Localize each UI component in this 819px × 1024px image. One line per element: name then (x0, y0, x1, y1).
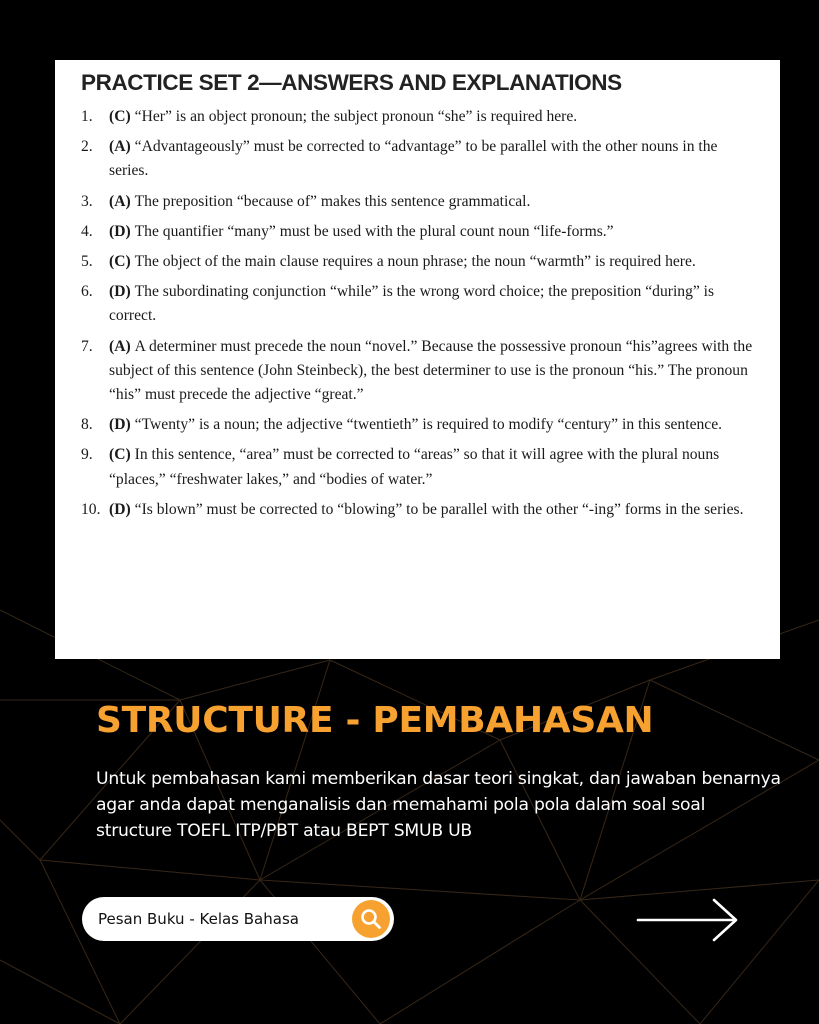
arrow-right-icon[interactable] (636, 898, 740, 942)
answer-card (55, 60, 780, 659)
answer-explanation: “Advantageously” must be corrected to “advantage” to be parallel with the other nouns in the series. (109, 138, 718, 180)
answer-letter: (A) (109, 192, 131, 210)
answer-item (81, 498, 758, 522)
answer-item (81, 105, 758, 129)
answer-number: 10. (81, 500, 101, 518)
answer-number: 4. (81, 222, 93, 240)
answer-number: 6. (81, 283, 93, 301)
answer-letter: (A) (109, 138, 131, 156)
answer-letter: (C) (109, 446, 131, 464)
answer-letter: (C) (109, 253, 131, 271)
answer-item (81, 443, 758, 491)
answer-number: 8. (81, 416, 93, 434)
answer-letter: (D) (109, 283, 131, 301)
search-icon[interactable] (352, 900, 390, 938)
order-book-label: Pesan Buku - Kelas Bahasa (98, 910, 299, 928)
answer-list (81, 105, 758, 522)
answer-explanation: The preposition “because of” makes this sentence grammatical. (134, 192, 531, 210)
answer-item (81, 220, 758, 244)
answer-number: 7. (81, 337, 93, 355)
answer-explanation: “Twenty” is a noun; the adjective “twentieth” is required to modify “century” in this sentence. (134, 416, 723, 434)
answer-letter: (C) (109, 108, 131, 125)
section-description: Untuk pembahasan kami memberikan dasar teori singkat, dan jawaban benarnya agar anda dapat menganalisis dan memahami pola pola dalam soal soal structure TOEFL ITP/PBT atau BEPT SMUB UB (96, 769, 781, 841)
answer-letter: (D) (109, 416, 131, 434)
answer-explanation: “Is blown” must be corrected to “blowing” to be parallel with the other “-ing” forms in the series. (134, 500, 744, 518)
answer-letter: (D) (109, 500, 131, 518)
answer-item (81, 335, 758, 408)
answer-item (81, 190, 758, 214)
answer-item (81, 135, 758, 183)
answer-item (81, 280, 758, 328)
answer-item (81, 413, 758, 437)
answer-number: 1. (81, 108, 93, 125)
card-title: PRACTICE SET 2—ANSWERS AND EXPLANATIONS (81, 70, 622, 95)
answer-number: 9. (81, 446, 93, 464)
answer-number: 2. (81, 138, 93, 156)
section-headline: STRUCTURE - PEMBAHASAN (96, 700, 654, 741)
answer-number: 5. (81, 253, 93, 271)
answer-explanation: In this sentence, “area” must be corrected to “areas” so that it will agree with the plural nouns “places,” “freshwater lakes,” and “bodies of water.” (109, 446, 720, 488)
answer-letter: (A) (109, 337, 131, 355)
order-book-button[interactable] (82, 897, 394, 941)
answer-explanation: The quantifier “many” must be used with the plural count noun “life-forms.” (134, 222, 614, 240)
answer-explanation: The object of the main clause requires a noun phrase; the noun “warmth” is required here. (134, 253, 696, 271)
answer-letter: (D) (109, 222, 131, 240)
answer-item (81, 250, 758, 274)
answer-explanation: The subordinating conjunction “while” is the wrong word choice; the preposition “during” is correct. (109, 283, 715, 325)
answer-explanation: “Her” is an object pronoun; the subject pronoun “she” is required here. (134, 108, 578, 125)
answer-explanation: A determiner must precede the noun “novel.” Because the possessive pronoun “his”agrees with the subject of this sentence (John Steinbeck), the best determiner to use is the pronoun “his.” The pronoun “his” must precede the adjective “great.” (109, 337, 753, 404)
answer-number: 3. (81, 192, 93, 210)
